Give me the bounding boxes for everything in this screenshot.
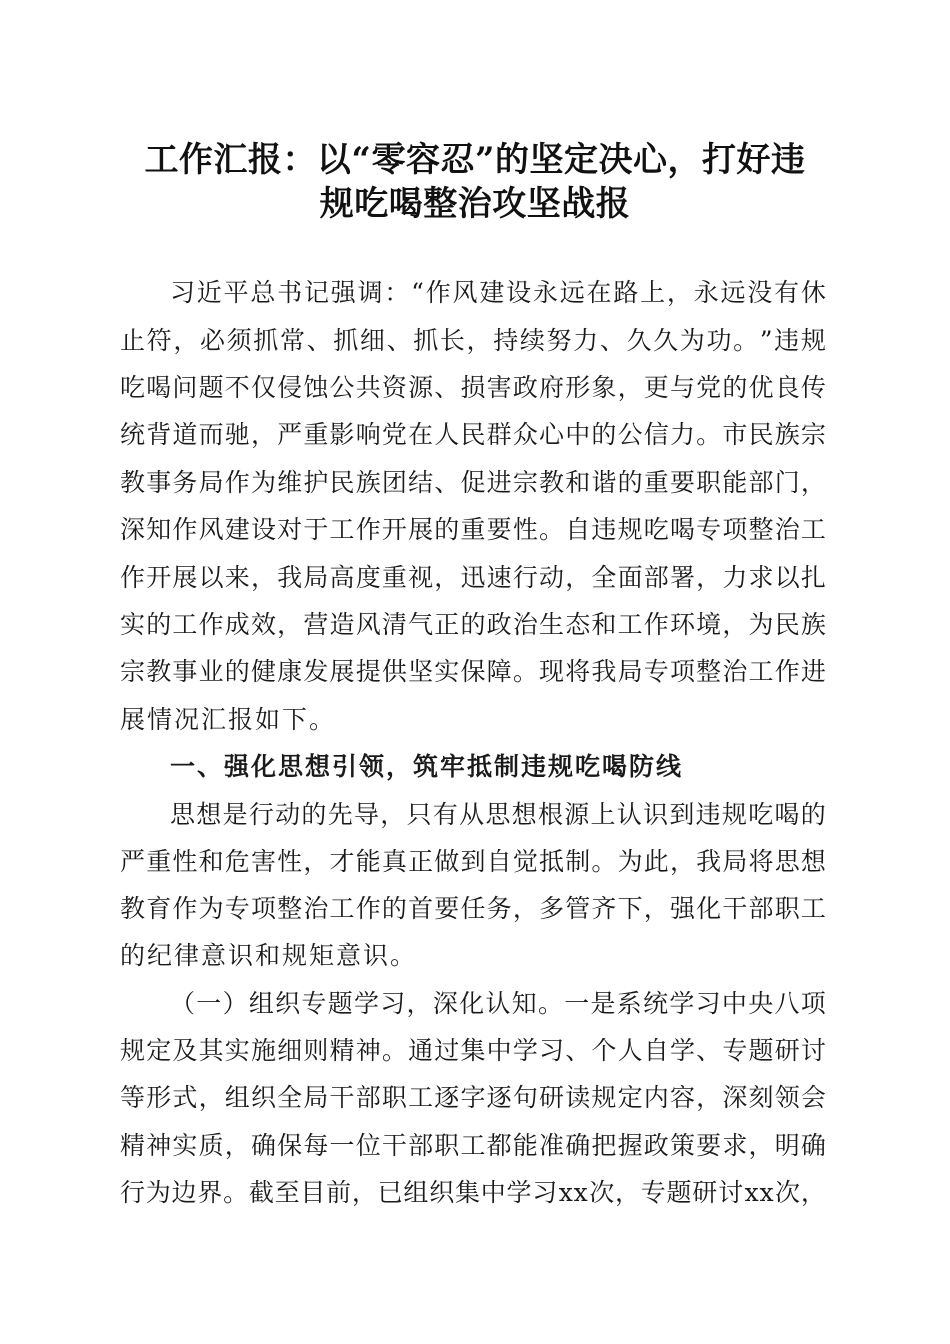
paragraph-line: 实 的 工 作 成 效 ， 营 造 风 清 气 正 的 政 治 生 态 和 工 作 环 境 ， 为 民 族	[120, 610, 826, 639]
paragraph-line: 止 符 ， 必 须 抓 常 、 抓 细 、 抓 长 ， 持 续 努 力 、 久 久 为 功 。 ” 违 规	[120, 326, 826, 355]
document-title-line-1: 工作汇报：以“零容忍”的坚定决心，打好违	[144, 140, 806, 180]
paragraph-line: （ 一 ） 组 织 专 题 学 习 ， 深 化 认 知 。 一 是 系 统 学 习 中 央 八 项	[170, 989, 826, 1018]
paragraph-line: 思 想 是 行 动 的 先 导 ， 只 有 从 思 想 根 源 上 认 识 到 违 规 吃 喝 的	[170, 800, 826, 829]
paragraph-line: 的纪律意识和规矩意识。	[120, 941, 418, 970]
section-heading: 一、强化思想引领，筑牢抵制违规吃喝防线	[170, 752, 684, 781]
paragraph-line: 展情况汇报如下。	[120, 705, 337, 734]
paragraph-line: 教 事 务 局 作 为 维 护 民 族 团 结 、 促 进 宗 教 和 谐 的 重 要 职 能 部 门 ，	[120, 468, 826, 497]
paragraph-line: 作 开 展 以 来 ， 我 局 高 度 重 视 ， 迅 速 行 动 ， 全 面 部 署 ， 力 求 以 扎	[120, 563, 826, 592]
paragraph-line: 统 背 道 而 驰 ， 严 重 影 响 党 在 人 民 群 众 心 中 的 公 信 力 。 市 民 族 宗	[120, 420, 826, 449]
paragraph-line: 严 重 性 和 危 害 性 ， 才 能 真 正 做 到 自 觉 抵 制 。 为 此 ， 我 局 将 思 想	[120, 847, 826, 876]
paragraph-line: 吃 喝 问 题 不 仅 侵 蚀 公 共 资 源 、 损 害 政 府 形 象 ， 更 与 党 的 优 良 传	[120, 373, 826, 402]
paragraph-line: 等 形 式 ， 组 织 全 局 干 部 职 工 逐 字 逐 句 研 读 规 定 内 容 ， 深 刻 领 会	[120, 1083, 826, 1112]
paragraph-line: 规 定 及 其 实 施 细 则 精 神 。 通 过 集 中 学 习 、 个 人 自 学 、 专 题 研 讨	[120, 1036, 826, 1065]
paragraph-line: 精 神 实 质 ， 确 保 每 一 位 干 部 职 工 都 能 准 确 把 握 政 策 要 求 ， 明 确	[120, 1131, 826, 1160]
paragraph-line: 宗 教 事 业 的 健 康 发 展 提 供 坚 实 保 障 。 现 将 我 局 专 项 整 治 工 作 进	[120, 657, 826, 686]
paragraph-line: 行 为 边 界 。 截 至 目 前 ， 已 组 织 集 中 学 习 x x 次 ， 专 题 研 讨 x x 次 ，	[120, 1178, 826, 1207]
paragraph-line: 教 育 作 为 专 项 整 治 工 作 的 首 要 任 务 ， 多 管 齐 下 ， 强 化 干 部 职 工	[120, 894, 826, 923]
document-title-line-2: 规吃喝整治攻坚战报	[319, 184, 631, 224]
paragraph-line: 习 近 平 总 书 记 强 调 ： “ 作 风 建 设 永 远 在 路 上 ， 永 远 没 有 休	[170, 278, 826, 307]
paragraph-line: 深 知 作 风 建 设 对 于 工 作 开 展 的 重 要 性 。 自 违 规 吃 喝 专 项 整 治 工	[120, 515, 826, 544]
